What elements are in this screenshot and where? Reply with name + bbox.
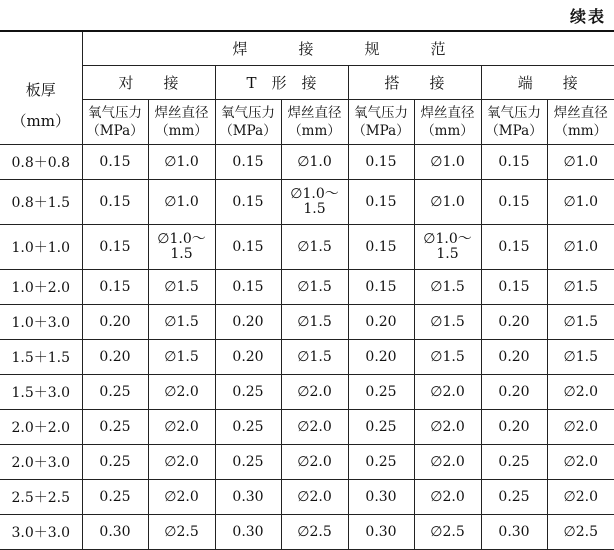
wire-diameter-cell — [547, 480, 614, 515]
cell-value: 0.20 — [498, 315, 529, 330]
wire-header-unit: （mm） — [548, 122, 614, 140]
wire-diameter-cell — [148, 515, 215, 550]
cell-value: ∅2.0 — [164, 385, 198, 400]
pressure-cell — [481, 445, 547, 480]
pressure-cell — [348, 340, 414, 375]
joint-type-butt: 对 接 — [82, 66, 215, 100]
thickness-cell: 1.5＋1.5 — [0, 340, 82, 375]
joint-type-lap: 搭 接 — [348, 66, 481, 100]
cell-value: ∅1.5 — [430, 280, 464, 295]
wire-header-unit: （mm） — [415, 122, 481, 140]
pressure-cell — [215, 305, 281, 340]
thickness-cell: 0.8＋0.8 — [0, 145, 82, 180]
cell-value: ∅1.5 — [164, 315, 198, 330]
cell-value: ∅1.5 — [164, 350, 198, 365]
cell-value: ∅1.5 — [164, 280, 198, 295]
table-row — [0, 480, 614, 515]
wire-diameter-cell — [414, 375, 481, 410]
pressure-cell — [82, 270, 148, 305]
wire-diameter-cell — [547, 375, 614, 410]
pressure-cell — [481, 340, 547, 375]
cell-value: 0.20 — [498, 350, 529, 365]
cell-value: 0.30 — [365, 490, 396, 505]
pressure-header — [215, 100, 281, 145]
cell-value: ∅2.5 — [164, 525, 198, 540]
wire-diameter-cell — [547, 445, 614, 480]
joint-type-end: 端 接 — [481, 66, 614, 100]
cell-value: 0.15 — [99, 195, 130, 210]
pressure-cell — [215, 340, 281, 375]
pressure-cell — [481, 270, 547, 305]
cell-value: 0.20 — [99, 350, 130, 365]
pressure-cell — [215, 180, 281, 225]
wire-diameter-cell — [414, 270, 481, 305]
wire-header — [414, 100, 481, 145]
wire-header-unit: （mm） — [282, 122, 348, 140]
wire-diameter-cell — [148, 480, 215, 515]
pressure-cell — [82, 305, 148, 340]
cell-value: ∅1.0～ 1.5 — [423, 232, 471, 262]
wire-diameter-cell — [148, 375, 215, 410]
pressure-header — [481, 100, 547, 145]
pressure-cell — [481, 515, 547, 550]
cell-value: 0.15 — [232, 280, 263, 295]
pressure-cell — [82, 410, 148, 445]
cell-value: 0.15 — [99, 155, 130, 170]
wire-header — [148, 100, 215, 145]
pressure-header — [348, 100, 414, 145]
wire-diameter-cell — [547, 340, 614, 375]
thickness-header-blank — [0, 31, 82, 66]
wire-diameter-cell — [414, 180, 481, 225]
table-row — [0, 410, 614, 445]
cell-value: ∅1.0 — [430, 155, 464, 170]
cell-value: ∅1.0 — [564, 240, 598, 255]
wire-diameter-cell — [148, 410, 215, 445]
wire-diameter-cell — [414, 305, 481, 340]
wire-diameter-cell — [281, 410, 348, 445]
pressure-cell — [481, 305, 547, 340]
table-row — [0, 340, 614, 375]
cell-value: ∅1.0 — [297, 155, 331, 170]
cell-value: ∅2.0 — [430, 490, 464, 505]
pressure-header-label: 氧气压力 — [216, 104, 281, 122]
wire-diameter-cell — [148, 225, 215, 270]
wire-header-label: 焊丝直径 — [149, 104, 215, 122]
table-row — [0, 145, 614, 180]
wire-diameter-cell — [414, 145, 481, 180]
cell-value: ∅2.0 — [164, 490, 198, 505]
table-row — [0, 270, 614, 305]
cell-value: 0.25 — [365, 385, 396, 400]
cell-value: ∅1.5 — [564, 315, 598, 330]
wire-diameter-cell — [281, 145, 348, 180]
table-row — [0, 445, 614, 480]
cell-value: ∅2.5 — [564, 525, 598, 540]
cell-value: 0.25 — [498, 455, 529, 470]
wire-diameter-cell — [547, 515, 614, 550]
wire-header-label: 焊丝直径 — [282, 104, 348, 122]
cell-value: 0.20 — [232, 350, 263, 365]
cell-value: 0.20 — [232, 315, 263, 330]
cell-value: 0.15 — [365, 240, 396, 255]
pressure-cell — [348, 375, 414, 410]
cell-value: 0.15 — [232, 240, 263, 255]
wire-diameter-cell — [281, 270, 348, 305]
pressure-cell — [215, 410, 281, 445]
wire-diameter-cell — [547, 225, 614, 270]
wire-diameter-cell — [148, 305, 215, 340]
cell-value: ∅1.5 — [297, 280, 331, 295]
subheader-row — [0, 100, 614, 145]
wire-diameter-cell — [148, 270, 215, 305]
cell-value: ∅2.0 — [297, 420, 331, 435]
cell-value: ∅2.0 — [164, 455, 198, 470]
cell-value: 0.15 — [365, 280, 396, 295]
pressure-cell — [481, 375, 547, 410]
cell-value: ∅1.0 — [564, 155, 598, 170]
cell-value: ∅1.0 — [164, 195, 198, 210]
pressure-header-label: 氧气压力 — [482, 104, 547, 122]
pressure-cell — [215, 145, 281, 180]
cell-value: ∅2.0 — [564, 455, 598, 470]
wire-header-unit: （mm） — [149, 122, 215, 140]
cell-value: ∅2.5 — [430, 525, 464, 540]
wire-diameter-cell — [148, 145, 215, 180]
pressure-cell — [215, 225, 281, 270]
pressure-cell — [481, 180, 547, 225]
pressure-cell — [481, 225, 547, 270]
cell-value: ∅2.0 — [430, 420, 464, 435]
cell-value: ∅2.0 — [297, 455, 331, 470]
wire-header — [547, 100, 614, 145]
cell-value: 0.25 — [99, 490, 130, 505]
cell-value: ∅1.5 — [297, 315, 331, 330]
wire-diameter-cell — [414, 445, 481, 480]
cell-value: 0.15 — [365, 155, 396, 170]
cell-value: ∅1.5 — [430, 315, 464, 330]
cell-value: ∅1.5 — [297, 350, 331, 365]
wire-diameter-cell — [148, 340, 215, 375]
cell-value: 0.25 — [232, 455, 263, 470]
table-row — [0, 180, 614, 225]
cell-value: 0.25 — [365, 420, 396, 435]
wire-diameter-cell — [281, 480, 348, 515]
cell-value: 0.15 — [232, 155, 263, 170]
pressure-header-unit: （MPa） — [482, 122, 547, 140]
cell-value: ∅1.0 — [430, 195, 464, 210]
wire-diameter-cell — [547, 305, 614, 340]
thickness-header — [0, 66, 82, 145]
wire-diameter-cell — [414, 515, 481, 550]
cell-value: 0.15 — [99, 240, 130, 255]
pressure-cell — [82, 180, 148, 225]
pressure-cell — [215, 375, 281, 410]
pressure-cell — [348, 305, 414, 340]
thickness-cell: 2.0＋3.0 — [0, 445, 82, 480]
cell-value: 0.20 — [365, 315, 396, 330]
cell-value: ∅1.0 — [564, 195, 598, 210]
wire-diameter-cell — [547, 180, 614, 225]
cell-value: 0.15 — [498, 155, 529, 170]
cell-value: ∅1.0 — [164, 155, 198, 170]
cell-value: 0.15 — [365, 195, 396, 210]
pressure-cell — [82, 375, 148, 410]
cell-value: 0.15 — [498, 280, 529, 295]
pressure-cell — [481, 480, 547, 515]
pressure-header-label: 氧气压力 — [349, 104, 414, 122]
cell-value: ∅2.0 — [564, 490, 598, 505]
wire-diameter-cell — [414, 225, 481, 270]
cell-value: 0.20 — [498, 385, 529, 400]
thickness-header-label: 板厚 — [0, 79, 82, 100]
cell-value: ∅1.0～ 1.5 — [290, 187, 338, 217]
welding-spec-table — [0, 30, 614, 550]
wire-diameter-cell — [547, 145, 614, 180]
cell-value: ∅1.0～ 1.5 — [157, 232, 205, 262]
pressure-cell — [348, 515, 414, 550]
cell-value: 0.30 — [99, 525, 130, 540]
wire-diameter-cell — [281, 225, 348, 270]
wire-diameter-cell — [281, 305, 348, 340]
pressure-cell — [215, 270, 281, 305]
cell-value: 0.20 — [365, 350, 396, 365]
thickness-cell: 2.5＋2.5 — [0, 480, 82, 515]
pressure-cell — [215, 480, 281, 515]
thickness-cell: 3.0＋3.0 — [0, 515, 82, 550]
wire-diameter-cell — [148, 180, 215, 225]
cell-value: ∅1.5 — [430, 350, 464, 365]
pressure-cell — [82, 340, 148, 375]
wire-diameter-cell — [281, 445, 348, 480]
pressure-cell — [481, 410, 547, 445]
cell-value: ∅2.0 — [430, 385, 464, 400]
table-title: 焊 接 规 范 — [82, 31, 614, 66]
pressure-cell — [348, 445, 414, 480]
cell-value: ∅2.0 — [164, 420, 198, 435]
thickness-cell: 1.0＋3.0 — [0, 305, 82, 340]
cell-value: 0.25 — [365, 455, 396, 470]
pressure-cell — [82, 480, 148, 515]
pressure-header-unit: （MPa） — [349, 122, 414, 140]
pressure-cell — [348, 270, 414, 305]
cell-value: 0.15 — [232, 195, 263, 210]
cell-value: ∅1.5 — [564, 280, 598, 295]
pressure-header-label: 氧气压力 — [83, 104, 148, 122]
cell-value: ∅2.0 — [564, 420, 598, 435]
cell-value: 0.15 — [99, 280, 130, 295]
thickness-cell: 0.8＋1.5 — [0, 180, 82, 225]
cell-value: 0.20 — [498, 420, 529, 435]
cell-value: ∅2.5 — [297, 525, 331, 540]
cell-value: 0.15 — [498, 195, 529, 210]
wire-diameter-cell — [547, 410, 614, 445]
continued-label: 续表 — [570, 4, 606, 27]
cell-value: 0.30 — [232, 525, 263, 540]
wire-diameter-cell — [148, 445, 215, 480]
cell-value: ∅2.0 — [564, 385, 598, 400]
wire-diameter-cell — [281, 375, 348, 410]
cell-value: 0.25 — [99, 455, 130, 470]
thickness-cell: 1.5＋3.0 — [0, 375, 82, 410]
table-row — [0, 515, 614, 550]
wire-diameter-cell — [414, 480, 481, 515]
pressure-header-unit: （MPa） — [83, 122, 148, 140]
pressure-cell — [82, 145, 148, 180]
wire-diameter-cell — [414, 410, 481, 445]
joint-type-t: T 形 接 — [215, 66, 348, 100]
cell-value: 0.25 — [232, 420, 263, 435]
pressure-cell — [215, 515, 281, 550]
thickness-cell: 1.0＋1.0 — [0, 225, 82, 270]
cell-value: 0.25 — [99, 420, 130, 435]
cell-value: 0.25 — [232, 385, 263, 400]
wire-diameter-cell — [281, 340, 348, 375]
pressure-cell — [481, 145, 547, 180]
cell-value: 0.30 — [365, 525, 396, 540]
pressure-cell — [348, 145, 414, 180]
pressure-cell — [348, 410, 414, 445]
wire-diameter-cell — [547, 270, 614, 305]
pressure-cell — [82, 515, 148, 550]
cell-value: ∅1.5 — [564, 350, 598, 365]
pressure-cell — [215, 445, 281, 480]
pressure-header — [82, 100, 148, 145]
cell-value: 0.30 — [232, 490, 263, 505]
wire-header-label: 焊丝直径 — [548, 104, 614, 122]
cell-value: ∅2.0 — [297, 490, 331, 505]
table-row — [0, 305, 614, 340]
thickness-cell: 1.0＋2.0 — [0, 270, 82, 305]
cell-value: 0.30 — [498, 525, 529, 540]
cell-value: ∅1.5 — [297, 240, 331, 255]
cell-value: 0.25 — [99, 385, 130, 400]
cell-value: 0.20 — [99, 315, 130, 330]
wire-diameter-cell — [281, 180, 348, 225]
cell-value: 0.15 — [498, 240, 529, 255]
wire-header — [281, 100, 348, 145]
pressure-cell — [82, 445, 148, 480]
pressure-cell — [348, 480, 414, 515]
wire-diameter-cell — [281, 515, 348, 550]
cell-value: 0.25 — [498, 490, 529, 505]
thickness-header-unit: （mm） — [0, 110, 82, 131]
cell-value: ∅2.0 — [297, 385, 331, 400]
table-row — [0, 225, 614, 270]
wire-diameter-cell — [414, 340, 481, 375]
pressure-cell — [348, 180, 414, 225]
pressure-header-unit: （MPa） — [216, 122, 281, 140]
thickness-cell: 2.0＋2.0 — [0, 410, 82, 445]
table-row — [0, 375, 614, 410]
cell-value: ∅2.0 — [430, 455, 464, 470]
pressure-cell — [348, 225, 414, 270]
wire-header-label: 焊丝直径 — [415, 104, 481, 122]
pressure-cell — [82, 225, 148, 270]
